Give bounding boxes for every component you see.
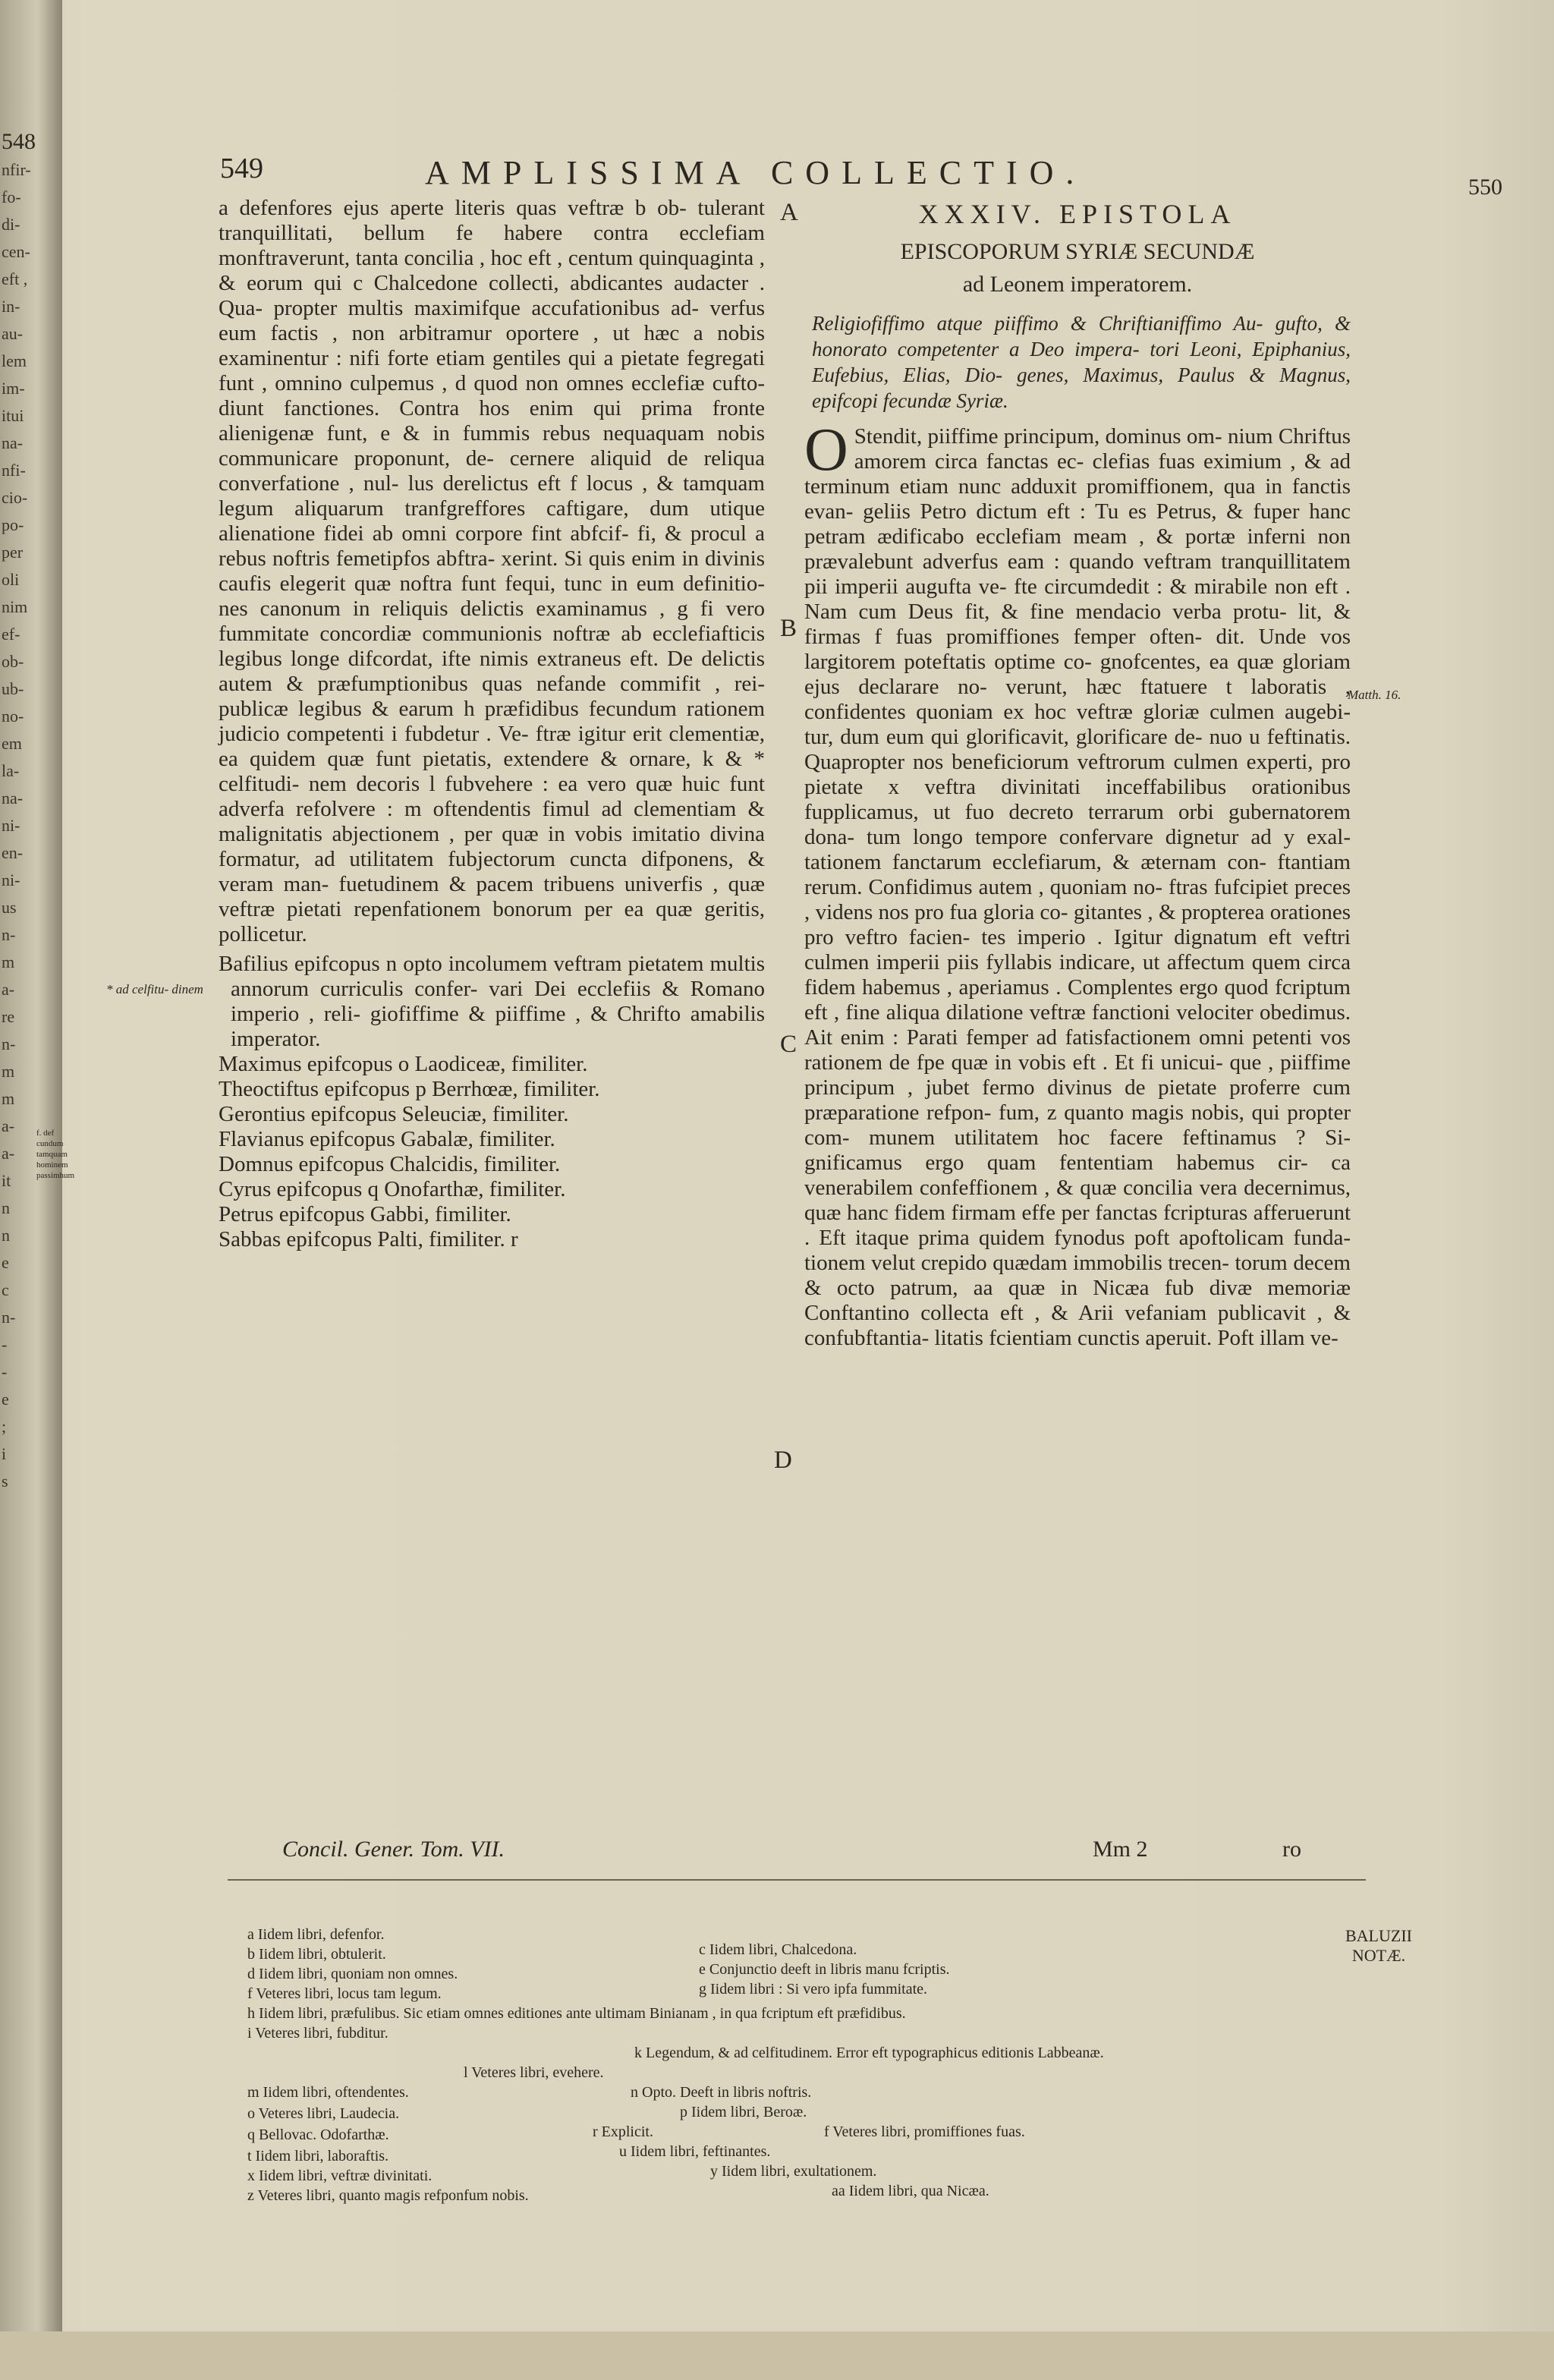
footnote: h Iidem libri, præfulibus. Sic etiam omnes editiones ante ultimam Binianam , in qua fcriptum eft præfidibus. bbox=[247, 2005, 906, 2022]
notes-label: BALUZII NOTÆ. bbox=[1345, 1926, 1412, 1965]
right-margin-note: Matth. 16. bbox=[1348, 688, 1401, 702]
footer-catchword: ro bbox=[1282, 1837, 1301, 1862]
signature-line: Flavianus epifcopus Gabalæ, fimiliter. bbox=[219, 1127, 555, 1151]
footnote: e Conjunctio deeft in libris manu fcriptis. bbox=[699, 1961, 950, 1978]
notes-divider bbox=[228, 1879, 1366, 1881]
signature-line: Gerontius epifcopus Seleuciæ, fimiliter. bbox=[219, 1102, 569, 1126]
signature-line: Bafilius epifcopus n opto incolumem veftram pietatem multis annorum curriculis confer- vari Dei ecclefiis & Romano imperio , reli- giofiffime & piiffime , & Chrifto amabilis imperator. bbox=[219, 952, 765, 1051]
left-margin-note: * ad celfitu- dinem bbox=[106, 982, 203, 996]
footnote: t Iidem libri, laboraftis. bbox=[247, 2148, 389, 2164]
section-letter-d: D bbox=[774, 1447, 792, 1474]
footnote: p Iidem libri, Beroæ. bbox=[680, 2104, 807, 2120]
signature-line: Cyrus epifcopus q Onofarthæ, fimiliter. bbox=[219, 1177, 566, 1201]
footnote: f Veteres libri, locus tam legum. bbox=[247, 1985, 442, 2002]
footnote: i Veteres libri, fubditur. bbox=[247, 2025, 388, 2042]
section-letter-b: B bbox=[780, 615, 797, 642]
signature-line: Domnus epifcopus Chalcidis, fimiliter. bbox=[219, 1152, 561, 1176]
running-title: AMPLISSIMA COLLECTIO. bbox=[425, 154, 1087, 191]
footnote: a Iidem libri, defenfor. bbox=[247, 1926, 385, 1943]
footnote: aa Iidem libri, qua Nicæa. bbox=[832, 2183, 989, 2199]
facing-page-fragments: nfir- fo- di- cen- eft , in- au- lem im- itui na- nfi- cio- po- per oli nim ef- ob- ub- no- em la- na- ni- en- ni- us n- m a- re n- m m a- a- it n n e c n- - - e ; i s bbox=[2, 160, 31, 1491]
footnote: x Iidem libri, veftræ divinitati. bbox=[247, 2168, 433, 2184]
facing-page-number: 548 bbox=[2, 129, 36, 154]
footnote: g Iidem libri : Si vero ipfa fummitate. bbox=[699, 1981, 928, 1998]
footnote: r Explicit. bbox=[593, 2123, 653, 2140]
footnote: k Legendum, & ad celfitudinem. Error eft typographicus editionis Labbeanæ. bbox=[634, 2045, 1104, 2061]
epistle-body bbox=[804, 417, 1351, 1351]
drop-cap: O bbox=[804, 417, 848, 483]
footnote: o Veteres libri, Laudecia. bbox=[247, 2105, 400, 2122]
right-page-number: 550 bbox=[1468, 175, 1502, 200]
footnote: z Veteres libri, quanto magis refponfum nobis. bbox=[247, 2187, 529, 2204]
section-letter-a: A bbox=[780, 199, 798, 226]
footnote: d Iidem libri, quoniam non omnes. bbox=[247, 1966, 458, 1982]
left-page-number: 549 bbox=[220, 153, 263, 184]
right-column bbox=[804, 196, 1351, 1351]
left-column-text: a defenfores ejus aperte literis quas veftræ b ob- tulerant tranquillitati, bellum fe habere contra ecclefiam monftraverunt, tanta concilia , hoc eft , centum quinquaginta , & eorum qui c Chalcedone collecti, abdicantes audacter . Qua- propter multis maximifque accufationibus ad- verfus eum factis , non arbitramur oportere , ut hæc a nobis examinentur : nifi forte etiam gentiles qui a pietate fegregati funt , omnino culpemus , d quod non omnes ecclefiæ cufto- diunt fanctiones. Contra hos enim qui prima fronte alienigenæ funt, e & in fummis rebus nequaquam nobis communicare proponunt, de- cernere aliquid de reliqua converfatione , nul- lus derelictus eft f locus , & tamquam legum aliquarum tranfgreffores caftigare, dum utique alienatione fidei ab omni corpore fint abfcif- fi, & procul a rebus noftris femetipfos abftra- xerint. Si quis enim in divinis caufis elegerit quæ noftra funt fequi, tunc in eum definitio- nes canonum in reliquis delictis examinamus , g fi vero fummitate concordiæ communionis noftræ ab ecclefiafticis legibus longe difcordat, ifte nimis extraneus eft. De delictis autem & præfumptionibus quas nefande commifit , rei- publicæ legibus & earum h præfidibus fecundum rationem judicio competenti i fubdetur . Ve- ftræ igitur erit clementiæ, ea quidem quæ funt pietatis, extendere & ornare, k & * celfitudi- nem decoris l fubvehere : ea vero quæ huic funt adverfa refolvere : m oftendentis fimul ad clementiam & malignitatis abjectionem , per quæ in vobis imitatio divina formatur, ad utilitatem fubjectorum cuncta difponens, & veram man- fuetudinem & pacem tribuens univerfis , quæ veftræ pietati repenfationem bonorum per ea quæ geritis, pollicetur. bbox=[219, 196, 765, 946]
footnote: q Bellovac. Odofarthæ. bbox=[247, 2127, 389, 2143]
footnote: f Veteres libri, promiffiones fuas. bbox=[824, 2123, 1025, 2140]
signature-line: Sabbas epifcopus Palti, fimiliter. r bbox=[219, 1227, 518, 1251]
footer-volume: Concil. Gener. Tom. VII. bbox=[282, 1837, 505, 1862]
epistle-address: Religiofiffimo atque piiffimo & Chriftianiffimo Au- gufto, & honorato competenter a Deo impera- tori Leoni, Epiphanius, Eufebius, Elias, Dio- genes, Maximus, Paulus & Magnus, epifcopi fecundæ Syriæ. bbox=[812, 312, 1351, 412]
footnote: y Iidem libri, exultationem. bbox=[710, 2163, 877, 2180]
facing-page-edge bbox=[0, 0, 75, 2331]
left-column bbox=[219, 196, 765, 1252]
footnote: n Opto. Deeft in libris noftris. bbox=[631, 2084, 812, 2101]
epistle-subtitle: EPISCOPORUM SYRIÆ SECUNDÆ bbox=[900, 239, 1255, 264]
epistle-recipient: ad Leonem imperatorem. bbox=[962, 272, 1193, 297]
footnote: u Iidem libri, feftinantes. bbox=[619, 2143, 771, 2160]
signature-line: Theoctiftus epifcopus p Berrhœæ, fimiliter. bbox=[219, 1077, 600, 1101]
footer-signature-mark: Mm 2 bbox=[1093, 1837, 1148, 1862]
facing-page-note: f. def cundum tamquam hominem passimhum bbox=[36, 1129, 75, 1180]
page-header bbox=[220, 149, 1525, 200]
signature-line: Maximus epifcopus o Laodiceæ, fimiliter. bbox=[219, 1052, 588, 1076]
epistle-title: XXXIV. EPISTOLA bbox=[918, 199, 1237, 229]
epistle-body-text: Stendit, piiffime principum, dominus om- nium Chriftus amorem circa fanctas ec- clefias fuas eximium , & ad terminum etiam nunc adduxit promiffionem, qua in fanctis evan- geliis Petro dictum eft : Tu es Petrus, & fuper hanc petram ædificabo ecclefiam meam , & portæ inferni non prævalebunt adverfus eam : quando veftram tranquillitatem pii imperii augufta ve- fte circumdedit : & mirabile non eft . Nam cum Deus fit, & fine mendacio verba protu- lit, & firmas f fuas promiffiones femper often- dit. Unde vos largitorem poteftatis optime co- gnofcentes, ea quæ gloriam ejus declarare no- verunt, hæc ftatuere t laboratis , confidentes quoniam ex hoc veftræ gloriæ culmen augebi- tur, dum eum qui glorificavit, glorificare de- nuo u feftinatis. Quapropter nos beneficiorum veftrorum culmen experti, pro pietate x veftra divinitati inceffabilibus orationibus fupplicamus, ut fuo decreto terrarum orbi gubernatorem dona- tum longo tempore confervare dignetur ad y exal- tationem fanctarum ecclefiarum, & æternam con- ftantiam rerum. Confidimus autem , quoniam no- ftras fufcipiet preces , videns nos pro fua gloria co- gitantes , & propterea orationes pro veftro facien- tes imperio . Igitur dignatum eft veftri culmen imperii piis fyllabis indicare, ut affectum quem circa fidem habemus , aperiamus . Complentes ergo quod fcriptum eft , fine aliqua dilatione veftræ fanctioni velociter obedimus. Ait enim : Parati femper ad fatisfactionem omni petenti vos rationem de fpe quæ in vobis eft . Et fi unicui- que , piiffime principum , jubet fermo divinus de pietate proferre cum præparatione refpon- fum, z quanto magis nobis, qui propter com- munem utilitatem hoc facere feftinamus ? Si- gnificamus ergo quam fententiam habemus cir- ca venerabilem confeffionem , & quæ concilia vera decernimus, quæ hanc fidem firmam effe per fanctas fcripturas afferuerunt . Eft itaque prima quidem fynodus poft apoftolicam funda- tionem velut crepido quædam immobilis trecen- torum decem & octo patrum, aa quæ in Nicæa fub divæ memoriæ Conftantino collecta eft , & Arii vefaniam publicavit , & confubftantia- litatis fcientiam cunctis aperuit. Poft illam ve- bbox=[804, 424, 1351, 1350]
footnotes bbox=[247, 1925, 1340, 2380]
section-letter-c: C bbox=[780, 1031, 797, 1058]
footnote: l Veteres libri, evehere. bbox=[464, 2064, 604, 2081]
footnote: b Iidem libri, obtulerit. bbox=[247, 1946, 386, 1963]
footnote: c Iidem libri, Chalcedona. bbox=[699, 1941, 857, 1958]
footnote: m Iidem libri, oftendentes. bbox=[247, 2084, 409, 2101]
signature-line: Petrus epifcopus Gabbi, fimiliter. bbox=[219, 1202, 511, 1226]
